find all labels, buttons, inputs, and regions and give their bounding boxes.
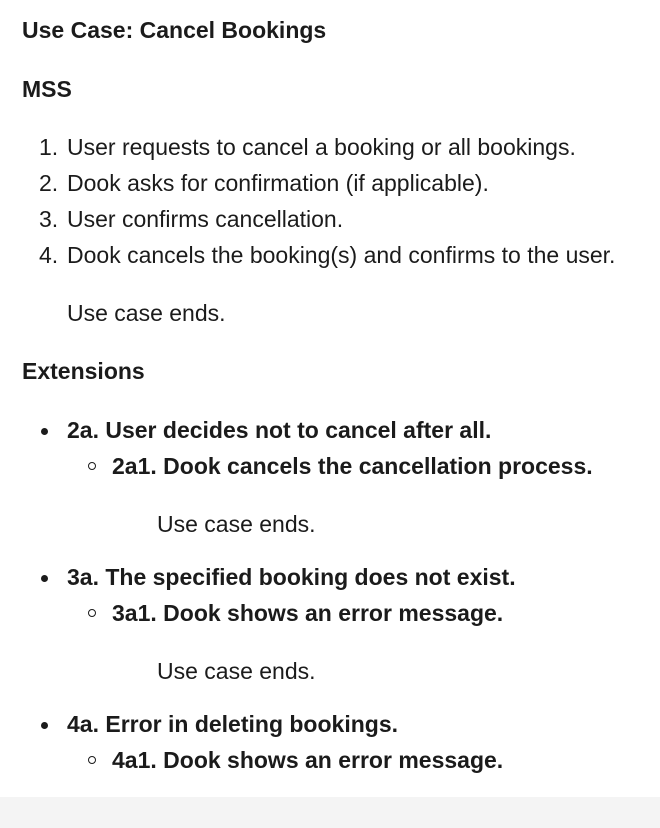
bullet-circle-icon: [88, 756, 96, 764]
step-number: 2.: [39, 170, 59, 196]
extension-item: [22, 559, 660, 689]
extensions-heading: Extensions: [22, 358, 145, 384]
extension-sub-label: 4a1. Dook shows an error message.: [112, 747, 504, 773]
mss-step: [22, 129, 660, 165]
extension-label: 3a. The specified booking does not exist.: [67, 564, 516, 590]
mss-step: [22, 165, 660, 201]
step-text: User requests to cancel a booking or all bookings.: [67, 134, 576, 160]
mss-heading: MSS: [22, 76, 72, 102]
extension-item: [22, 412, 660, 542]
bullet-circle-icon: [88, 462, 96, 470]
extension-sub-item: [67, 742, 660, 778]
page-title: Use Case: Cancel Bookings: [22, 17, 327, 43]
extension-sub-item: [67, 595, 660, 689]
bullet-dot-icon: [41, 722, 48, 729]
step-number: 4.: [39, 242, 59, 268]
extension-ending: Use case ends.: [157, 511, 316, 537]
bullet-circle-icon: [88, 609, 96, 617]
bullet-dot-icon: [41, 428, 48, 435]
extension-sub-label: 2a1. Dook cancels the cancellation process.: [112, 453, 593, 479]
step-text: Dook asks for confirmation (if applicable).: [67, 170, 489, 196]
extensions-list: [22, 412, 660, 778]
mss-step: [22, 201, 660, 237]
bullet-dot-icon: [41, 575, 48, 582]
extension-label: 2a. User decides not to cancel after all.: [67, 417, 492, 443]
mss-step: [22, 237, 660, 273]
step-text: User confirms cancellation.: [67, 206, 344, 232]
step-number: 3.: [39, 206, 59, 232]
extension-item: [22, 706, 660, 778]
step-text: Dook cancels the booking(s) and confirms to the user.: [67, 242, 616, 268]
page-bottom-strip: [0, 797, 660, 828]
step-number: 1.: [39, 134, 59, 160]
extension-sub-item: [67, 448, 660, 542]
extension-label: 4a. Error in deleting bookings.: [67, 711, 398, 737]
mss-steps-list: [22, 129, 660, 273]
mss-ending: Use case ends.: [67, 300, 226, 326]
extension-ending: Use case ends.: [157, 658, 316, 684]
extension-sub-label: 3a1. Dook shows an error message.: [112, 600, 504, 626]
